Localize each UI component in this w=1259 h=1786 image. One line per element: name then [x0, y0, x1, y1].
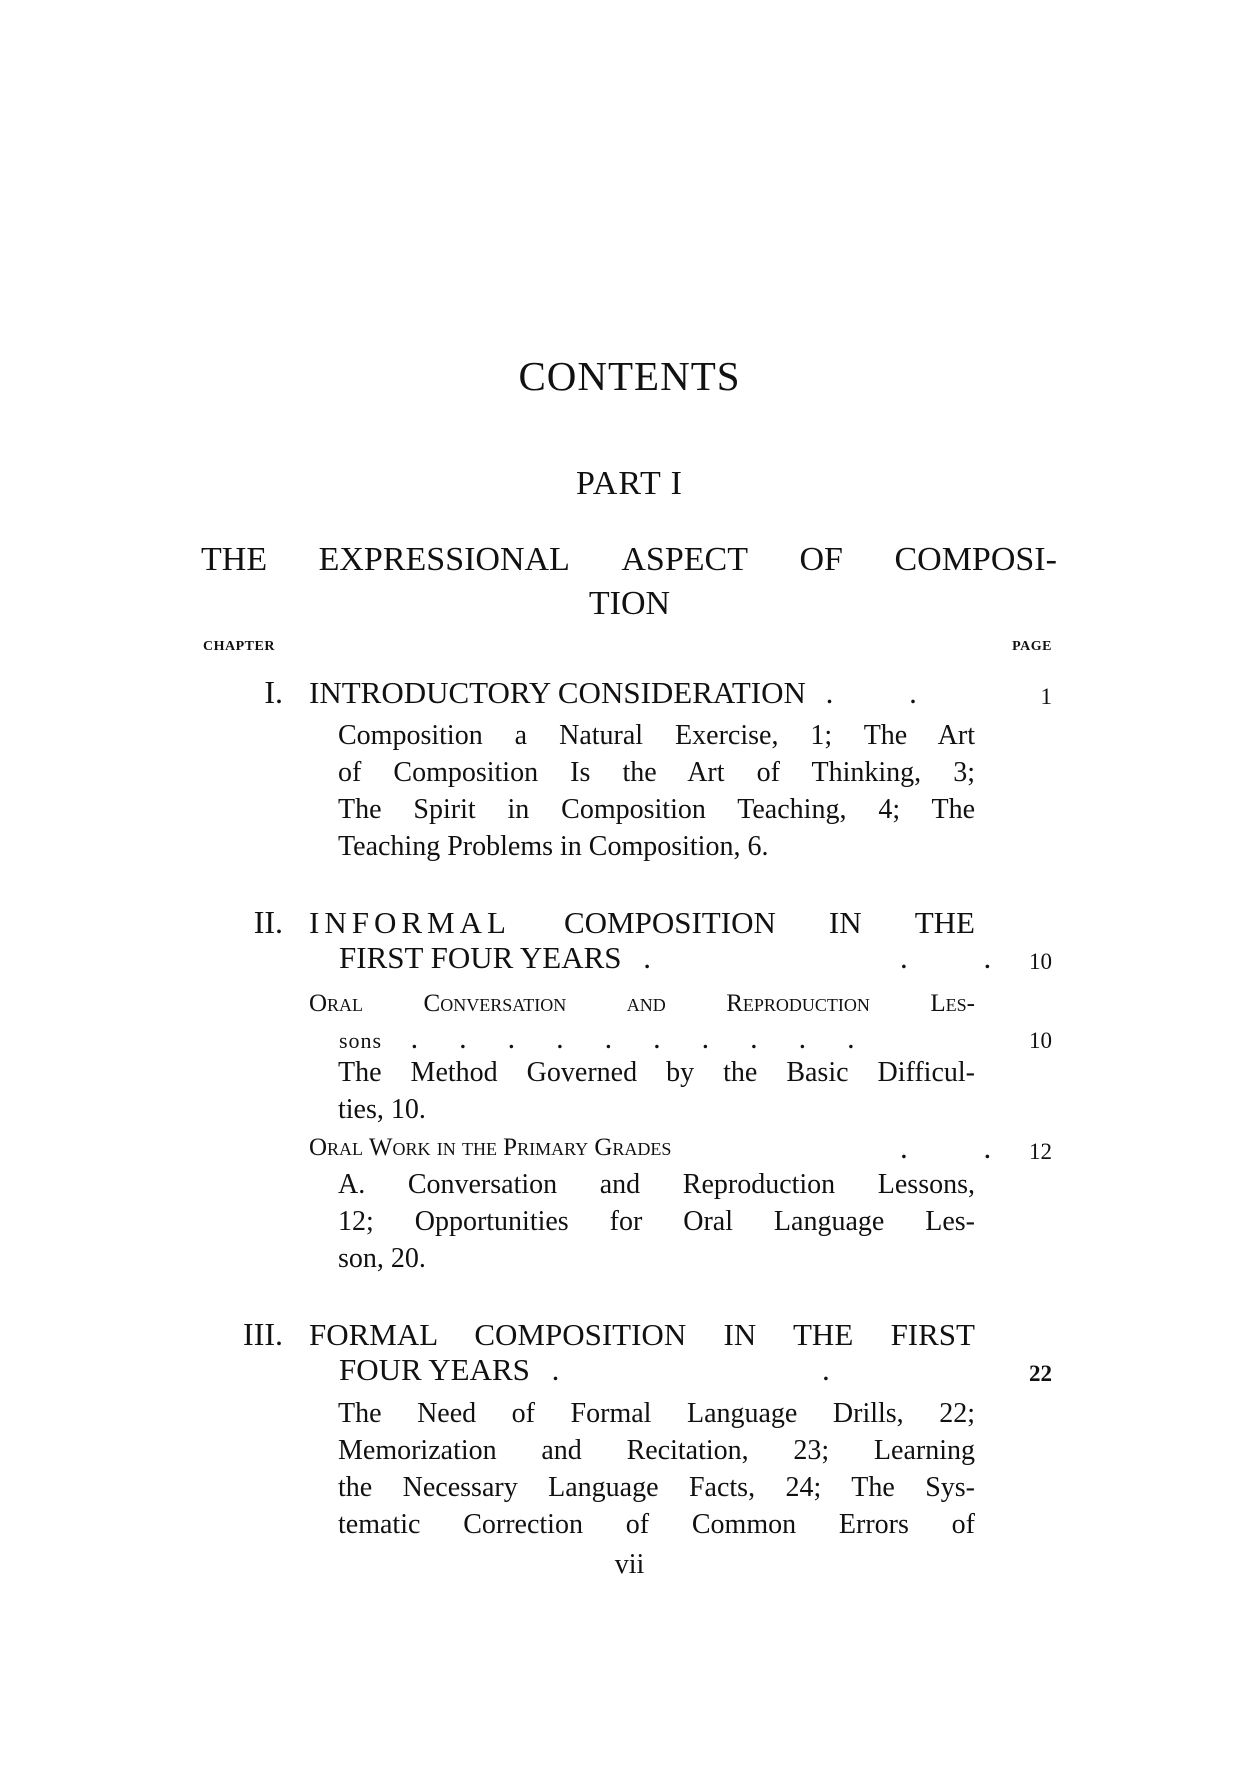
summary-line: Composition a Natural Exercise, 1; The Art: [338, 720, 975, 751]
part-title-line-2: TION: [588, 585, 671, 622]
section-title-cont: [339, 1022, 896, 1056]
dot-leader: .: [643, 940, 686, 975]
summary-line: ties, 10.: [338, 1094, 426, 1125]
chapter-title-line-1: FORMAL COMPOSITION IN THE FIRST: [309, 1317, 975, 1352]
part-title-line-1: [201, 541, 1057, 579]
summary-line: A. Conversation and Reproduction Lessons,: [338, 1169, 975, 1200]
summary-line: the Necessary Language Facts, 24; The Sys-: [338, 1472, 975, 1503]
part-title-word: OF: [799, 541, 843, 578]
chapter-title: [309, 675, 951, 711]
dot-leader: .: [551, 1352, 594, 1387]
page-title: CONTENTS: [518, 353, 741, 399]
summary-line: of Composition Is the Art of Thinking, 3;: [338, 757, 975, 788]
section-title: Oral Conversation and Reproduction Les-: [309, 990, 975, 1017]
chapter-title-word: IN: [828, 905, 862, 940]
summary-line: Teaching Problems in Composition, 6.: [338, 831, 769, 862]
summary-line: The Need of Formal Language Drills, 22;: [338, 1398, 975, 1429]
chapter-title-word: THE: [914, 905, 975, 940]
dot-leader: . .: [825, 675, 951, 710]
page-folio: vii: [614, 1549, 645, 1580]
chapter-title-line-1: [309, 905, 975, 941]
summary-line: Memorization and Recitation, 23; Learning: [338, 1435, 975, 1466]
page-number: 12: [1029, 1139, 1052, 1164]
chapter-column-label: CHAPTER: [203, 639, 275, 654]
chapter-title-line-2: [339, 940, 685, 976]
dot-leader: . .: [900, 1130, 1026, 1165]
dot-leader: ..........: [410, 1022, 896, 1055]
chapter-title-text: FOUR YEARS: [339, 1352, 530, 1387]
chapter-numeral: I.: [264, 674, 283, 710]
page-number: 10: [1029, 1028, 1052, 1053]
chapter-title-line-2: [339, 1352, 593, 1388]
part-title-word: EXPRESSIONAL: [318, 541, 570, 578]
dot-leader: . .: [900, 940, 1026, 975]
chapter-title-text: FIRST FOUR YEARS: [339, 940, 622, 975]
part-title-word: ASPECT: [621, 541, 748, 578]
part-title-word: COMPOSI-: [894, 541, 1057, 578]
part-label: PART I: [576, 465, 683, 502]
section-title: Oral Work in the Primary Grades: [309, 1134, 672, 1161]
summary-line: The Method Governed by the Basic Difficul-: [338, 1057, 975, 1088]
page-number: 1: [1040, 684, 1052, 709]
chapter-title-text: INTRODUCTORY CONSIDERATION: [309, 675, 806, 710]
dot-leader: .: [822, 1352, 864, 1387]
page-number: 22: [1029, 1361, 1052, 1386]
summary-line: 12; Opportunities for Oral Language Les-: [338, 1206, 975, 1237]
page-column-label: PAGE: [1012, 639, 1052, 654]
summary-line: The Spirit in Composition Teaching, 4; The: [338, 794, 975, 825]
chapter-title-word: COMPOSITION: [563, 905, 776, 940]
chapter-title-word: INFORMAL: [309, 905, 511, 940]
summary-line: son, 20.: [338, 1243, 426, 1274]
chapter-numeral: III.: [243, 1316, 283, 1352]
chapter-numeral: II.: [253, 904, 283, 940]
section-title-text: sons: [339, 1028, 383, 1053]
summary-line: tematic Correction of Common Errors of: [338, 1509, 975, 1540]
page-number: 10: [1029, 949, 1052, 974]
part-title-word: THE: [201, 541, 268, 578]
